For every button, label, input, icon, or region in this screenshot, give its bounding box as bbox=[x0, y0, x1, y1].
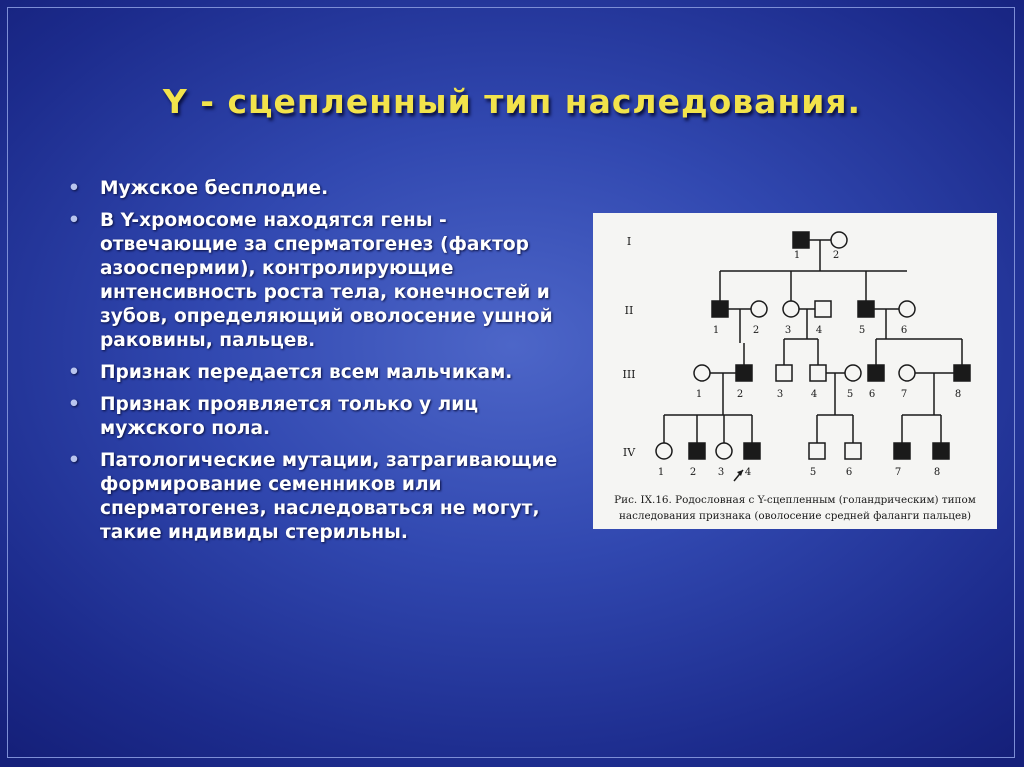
individual-number-label: 4 bbox=[810, 389, 818, 400]
individual-number-label: 4 bbox=[744, 467, 752, 478]
male-symbol bbox=[815, 301, 831, 317]
male-symbol bbox=[809, 443, 825, 459]
individual-number-label: 7 bbox=[900, 389, 908, 400]
bullet-text: Признак проявляется только у лиц мужского пола. bbox=[100, 394, 479, 439]
individual-number-label: 2 bbox=[752, 325, 760, 336]
female-symbol bbox=[783, 301, 799, 317]
bullet-icon: • bbox=[68, 362, 80, 383]
individual-number-label: 4 bbox=[815, 325, 823, 336]
affected-male-symbol bbox=[868, 365, 884, 381]
bullet-icon: • bbox=[68, 210, 80, 231]
individual-number-label: 1 bbox=[657, 467, 665, 478]
bullet-icon: • bbox=[68, 450, 80, 471]
individual-number-label: 5 bbox=[858, 325, 866, 336]
individual-number-label: 1 bbox=[712, 325, 720, 336]
male-symbol bbox=[776, 365, 792, 381]
bullet-item bbox=[68, 393, 588, 441]
female-symbol bbox=[751, 301, 767, 317]
individual-number-label: 7 bbox=[894, 467, 902, 478]
female-symbol bbox=[845, 365, 861, 381]
bullet-icon: • bbox=[68, 394, 80, 415]
bullet-list bbox=[68, 177, 588, 553]
pedigree-figure bbox=[593, 213, 997, 529]
bullet-item bbox=[68, 449, 588, 545]
bullet-text: Патологические мутации, затрагивающие формирование семенников или сперматогенез, наследоваться не могут, такие индивиды стерильны. bbox=[100, 450, 558, 543]
bullet-item bbox=[68, 177, 588, 201]
bullet-item bbox=[68, 361, 588, 385]
female-symbol bbox=[831, 232, 847, 248]
figure-caption-line2: наследования признака (оволосение средней фаланги пальцев) bbox=[618, 510, 972, 522]
figure-caption-line1: Рис. IX.16. Родословная с Y-сцепленным (голандрическим) типом bbox=[614, 494, 976, 506]
affected-male-symbol bbox=[894, 443, 910, 459]
pedigree-chart bbox=[593, 213, 997, 529]
individual-number-label: 2 bbox=[832, 250, 840, 261]
individual-number-label: 1 bbox=[695, 389, 703, 400]
female-symbol bbox=[899, 301, 915, 317]
individual-number-label: 8 bbox=[954, 389, 962, 400]
individual-number-label: 6 bbox=[845, 467, 853, 478]
generation-label: II bbox=[624, 304, 634, 317]
female-symbol bbox=[694, 365, 710, 381]
individual-number-label: 1 bbox=[793, 250, 801, 261]
individual-number-label: 5 bbox=[809, 467, 817, 478]
individual-number-label: 3 bbox=[776, 389, 784, 400]
affected-male-symbol bbox=[954, 365, 970, 381]
affected-male-symbol bbox=[689, 443, 705, 459]
generation-label: I bbox=[626, 235, 632, 248]
generation-label: IV bbox=[622, 446, 636, 459]
affected-male-symbol bbox=[858, 301, 874, 317]
bullet-text: В Y-хромосоме находятся гены - отвечающие за сперматогенез (фактор азооспермии), контролирующие интенсивность роста тела, конечностей и зубов, определяющий оволосение ушной раковины, пальцев. bbox=[100, 210, 553, 351]
bullet-icon: • bbox=[68, 178, 80, 199]
individual-number-label: 3 bbox=[717, 467, 725, 478]
slide-title: Y - сцепленный тип наследования. bbox=[162, 82, 862, 121]
individual-number-label: 6 bbox=[900, 325, 908, 336]
male-symbol bbox=[810, 365, 826, 381]
generation-label: III bbox=[622, 368, 636, 381]
bullet-text: Признак передается всем мальчикам. bbox=[100, 362, 513, 383]
female-symbol bbox=[656, 443, 672, 459]
female-symbol bbox=[899, 365, 915, 381]
affected-male-symbol bbox=[736, 365, 752, 381]
female-symbol bbox=[716, 443, 732, 459]
affected-male-symbol bbox=[712, 301, 728, 317]
individual-number-label: 2 bbox=[736, 389, 744, 400]
bullet-text: Мужское бесплодие. bbox=[100, 178, 329, 199]
individual-number-label: 6 bbox=[868, 389, 876, 400]
individual-number-label: 2 bbox=[689, 467, 697, 478]
affected-male-symbol bbox=[744, 443, 760, 459]
individual-number-label: 3 bbox=[784, 325, 792, 336]
affected-male-symbol bbox=[933, 443, 949, 459]
bullet-item bbox=[68, 209, 588, 353]
affected-male-symbol bbox=[793, 232, 809, 248]
male-symbol bbox=[845, 443, 861, 459]
individual-number-label: 8 bbox=[933, 467, 941, 478]
individual-number-label: 5 bbox=[846, 389, 854, 400]
